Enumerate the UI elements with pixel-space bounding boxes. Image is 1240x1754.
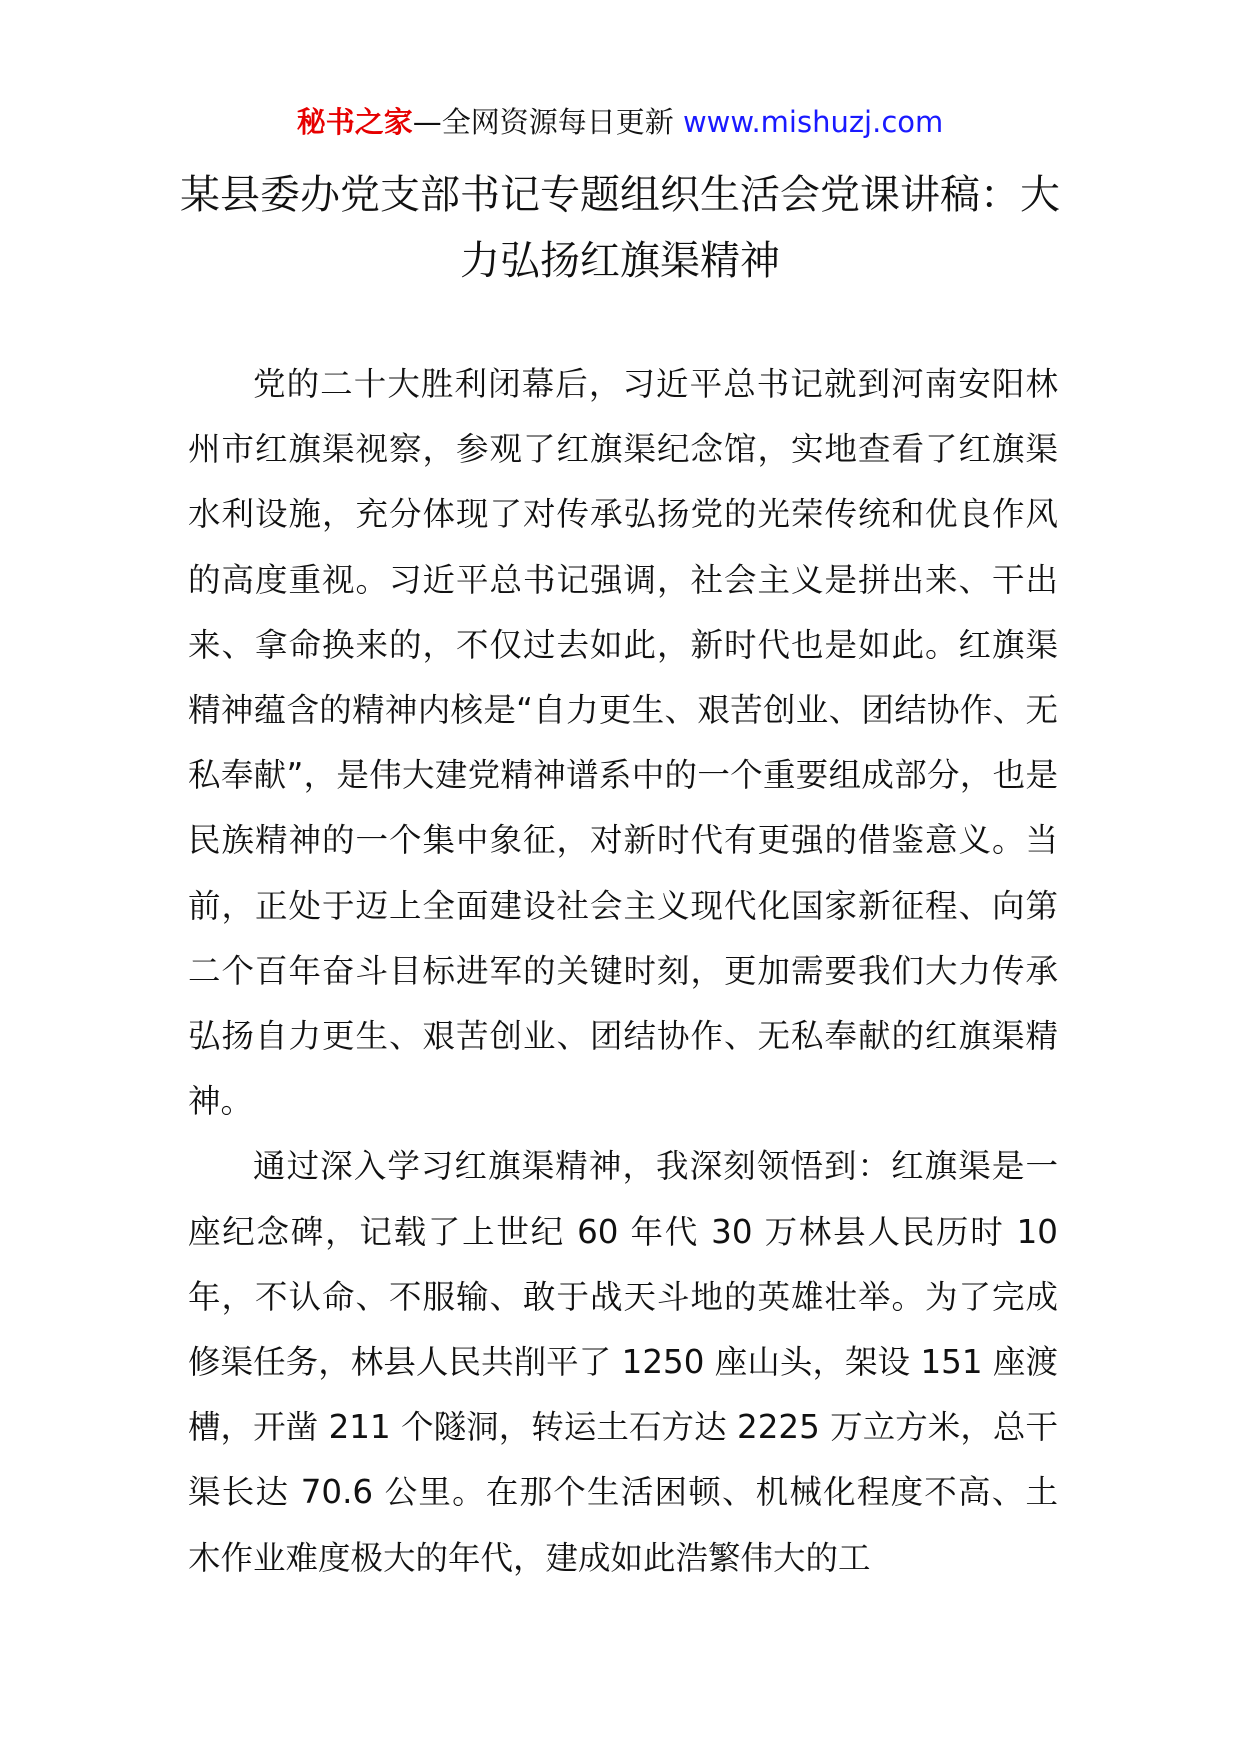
paragraph-1: 党的二十大胜利闭幕后，习近平总书记就到河南安阳林州市红旗渠视察，参观了红旗渠纪念馆，实地查看了红旗渠水利设施，充分体现了对传承弘扬党的光荣传统和优良作风的高度重视。习近平总书记强调，社会主义是拼出来、干出来、拿命换来的，不仅过去如此，新时代也是如此。红旗渠精神蕴含的精神内核是“自力更生、艰苦创业、团结协作、无私奉献”，是伟大建党精神谱系中的一个重要组成部分，也是民族精神的一个集中象征，对新时代有更强的借鉴意义。当前，正处于迈上全面建设社会主义现代化国家新征程、向第二个百年奋斗目标进军的关键时刻，更加需要我们大力传承弘扬自力更生、艰苦创业、团结协作、无私奉献的红旗渠精神。 [188,365,1058,1121]
header-tagline: —全网资源每日更新 [412,105,674,139]
site-header [0,102,1240,142]
paragraph-2: 通过深入学习红旗渠精神，我深刻领悟到：红旗渠是一座纪念碑，记载了上世纪 60 年代 30 万林县人民历时 10 年，不认命、不服输、敢于战天斗地的英雄壮举。为了完成修渠任务，林县人民共削平了 1250 座山头，架设 151 座渡槽，开凿 211 个隧洞，转运土石方达 2225 万立方米，总干渠长达 70.6 公里。在那个生活困顿、机械化程度不高、土木作业难度极大的年代，建成如此浩繁伟大的工 [188,1147,1058,1577]
site-url-link[interactable]: www.mishuzj.com [682,105,944,139]
document-title: 某县委办党支部书记专题组织生活会党课讲稿：大力弘扬红旗渠精神 [180,172,1060,284]
document-body [188,352,1058,1591]
brand-name: 秘书之家 [296,105,413,139]
